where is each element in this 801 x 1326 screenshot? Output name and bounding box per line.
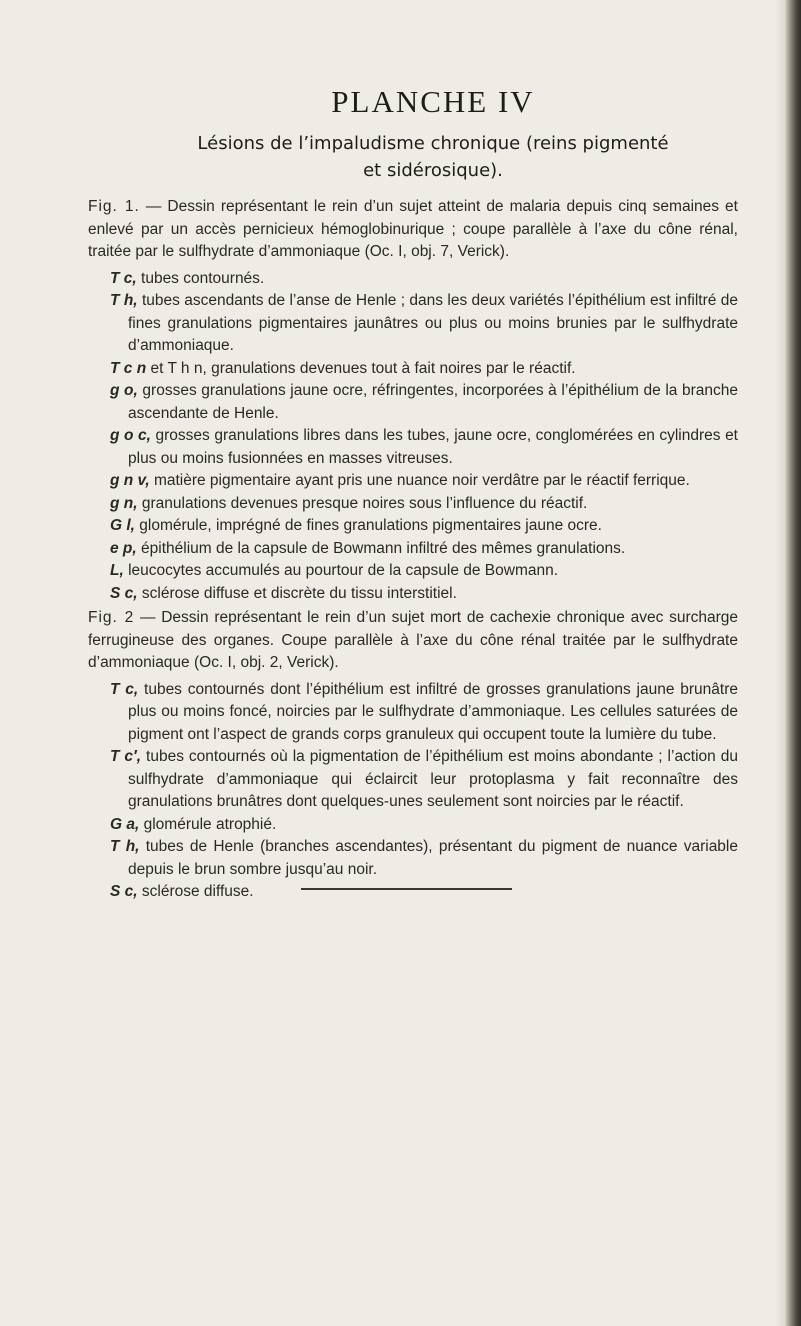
legend-code: g o c, (110, 427, 151, 444)
legend-entry (90, 358, 738, 381)
legend-text: tubes ascendants de l’anse de Henle ; dans les deux variétés l’épithélium est infiltré de fines granulations pigmentaires jaunâtres ou plus ou moins brunies par le sulfhydrate d’ammoniaque. (128, 292, 738, 354)
legend-entry (90, 583, 738, 606)
legend-entry (90, 538, 738, 561)
legend-text: matière pigmentaire ayant pris une nuance noir verdâtre par le réactif ferrique. (153, 472, 690, 489)
legend-entry (90, 836, 738, 881)
legend-code: g n v, (110, 472, 150, 489)
figure-2-legend (88, 679, 738, 904)
legend-code: T c n (110, 359, 147, 377)
legend-code: T h, (110, 292, 138, 309)
legend-text: leucocytes accumulés au pourtour de la capsule de Bowmann. (128, 562, 559, 579)
legend-code: S c, (110, 584, 138, 602)
subtitle-line-1: Lésions de l’impaludisme chronique (reins pigmenté (197, 133, 669, 154)
legend-code: g n, (110, 494, 138, 512)
legend-text: glomérule atrophié. (143, 815, 277, 833)
plate-text (88, 84, 738, 904)
legend-code: S c, (110, 883, 138, 900)
legend-text: et T h n, granulations devenues tout à fait noires par le réactif. (150, 359, 576, 377)
figure-1-legend (88, 268, 738, 606)
legend-entry (90, 493, 738, 516)
figure-1-description (88, 196, 738, 605)
legend-entry (90, 425, 738, 470)
plate-subtitle (88, 130, 738, 184)
figure-1-intro (88, 196, 738, 264)
legend-text: tubes contournés. (141, 269, 265, 287)
figure-2-intro (88, 607, 738, 675)
legend-code: L, (110, 562, 124, 579)
legend-text: tubes contournés dont l’épithélium est infiltré de grosses granulations jaune brunâtre plus ou moins foncé, noircies par le sulfhydrate d’ammoniaque. Les cellules saturées de pigment ont l’aspect de grands corps granuleux qui occupent toute la lumière du tube. (128, 680, 738, 743)
legend-entry (90, 560, 738, 583)
legend-code: T c, (110, 680, 139, 698)
legend-code: G l, (110, 517, 135, 534)
plate-title: PLANCHE IV (331, 84, 535, 119)
figure-2-intro-text: — Dessin représentant le rein d’un sujet mort de cachexie chronique avec surcharge ferrugineuse des organes. Coupe parallèle à l’axe du cône rénal traitée par le sulfhydrate d’ammoniaque (Oc. I, obj. 2, Verick). (88, 609, 739, 671)
legend-code: T c, (110, 269, 137, 287)
legend-text: tubes de Henle (branches ascendantes), présentant du pigment de nuance variable depuis le brun sombre jusqu’au noir. (128, 838, 738, 878)
legend-entry (90, 881, 738, 904)
legend-code: g o, (110, 382, 138, 399)
legend-entry (90, 679, 738, 747)
legend-text: grosses granulations jaune ocre, réfringentes, incorporées à l’épithélium de la branche ascendante de Henle. (128, 382, 738, 422)
legend-text: épithélium de la capsule de Bowmann infiltré des mêmes granulations. (141, 539, 626, 557)
legend-text: sclérose diffuse et discrète du tissu interstitiel. (141, 584, 457, 602)
legend-entry (90, 515, 738, 538)
figure-1-intro-text: — Dessin représentant le rein d’un sujet atteint de malaria depuis cinq semaines et enlevé par un accès pernicieux hémoglobinurique ; coupe parallèle à l’axe du cône rénal, traitée par le sulfhydrate d’ammoniaque (Oc. I, obj. 7, Verick). (88, 198, 738, 260)
page-gutter-shadow (775, 0, 785, 1326)
legend-code: e p, (110, 539, 137, 557)
closing-rule (301, 888, 512, 890)
legend-text: glomérule, imprégné de fines granulations pigmentaires jaune ocre. (139, 517, 602, 534)
legend-entry (90, 470, 738, 493)
legend-entry (90, 380, 738, 425)
figure-2-description (88, 607, 738, 904)
legend-entry (90, 746, 738, 814)
figure-1-label: Fig. 1. (88, 198, 140, 215)
legend-text: tubes contournés où la pigmentation de l’épithélium est moins abondante ; l’action du sulfhydrate d’ammoniaque qui éclaircit leur protoplasma y fait reconnaître des granulations brunâtres dont quelques-unes seulement sont noircies par le réactif. (128, 748, 738, 810)
figure-2-label: Fig. 2 (88, 609, 135, 626)
subtitle-line-2: et sidérosique). (363, 160, 503, 181)
legend-text: granulations devenues presque noires sous l’influence du réactif. (141, 494, 588, 512)
legend-code: T c′, (110, 748, 142, 765)
legend-code: T h, (110, 838, 140, 855)
legend-entry (90, 290, 738, 358)
legend-text: grosses granulations libres dans les tubes, jaune ocre, conglomérées en cylindres et plus ou moins fusionnées en masses vitreuses. (128, 427, 738, 467)
legend-code: G a, (110, 815, 140, 833)
page-edge (785, 0, 801, 1326)
legend-entry (90, 268, 738, 291)
legend-entry (90, 814, 738, 837)
legend-text: sclérose diffuse. (141, 883, 254, 900)
